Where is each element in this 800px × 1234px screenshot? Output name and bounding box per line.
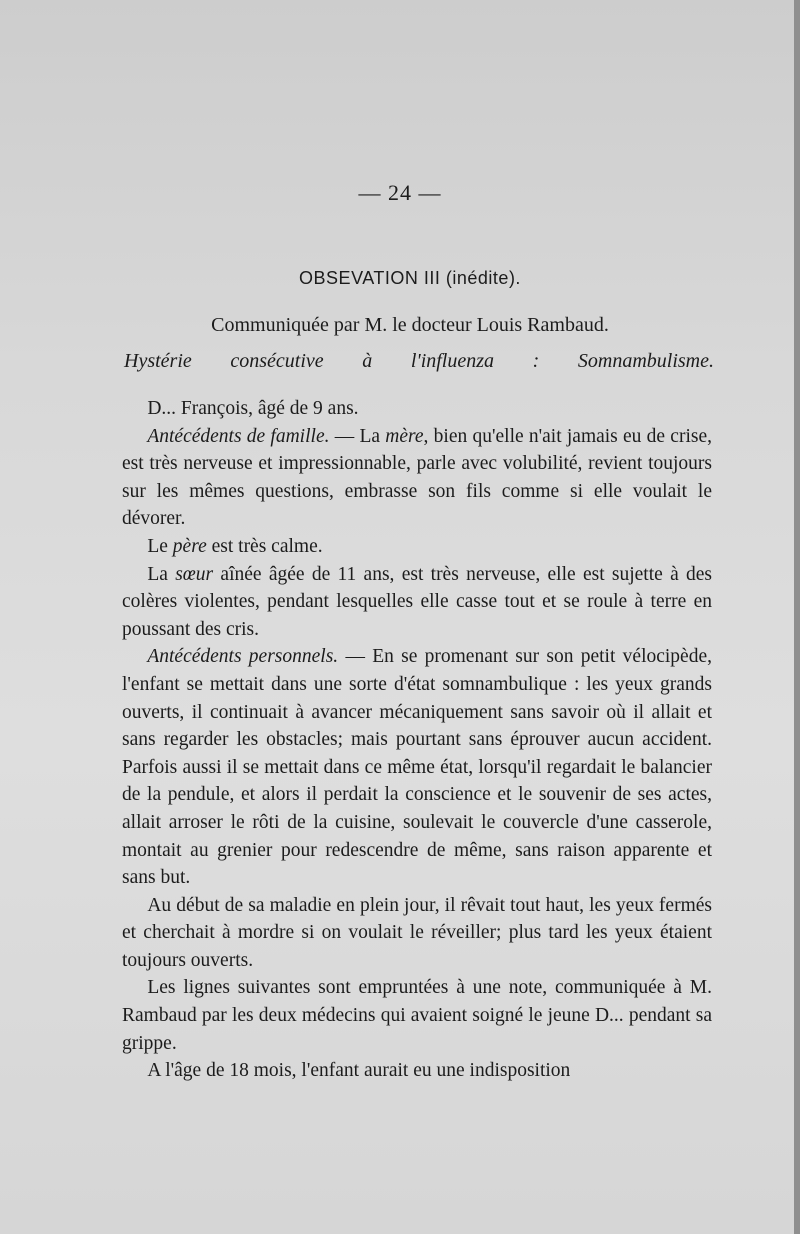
father-label: père [172, 535, 207, 557]
body-text [122, 395, 712, 1085]
note-paragraph: Les lignes suivantes sont empruntées à une note, communiquée à M. Rambaud par les deux médecins qui avaient soigné le jeune D... pendant sa grippe. [122, 977, 712, 1054]
sister-pre: La [147, 563, 176, 585]
family-dash: — La [329, 425, 386, 447]
illness-paragraph: Au début de sa maladie en plein jour, il rêvait tout haut, les yeux fermés et cherchait à mordre si on voulait le réveiller; plus tard les yeux étaient toujours ouverts. [122, 894, 712, 971]
father-pre: Le [147, 535, 173, 557]
sister-label: sœur [175, 563, 214, 585]
father-text: est très calme. [206, 535, 323, 557]
patient-paragraph: D... François, âgé de 9 ans. [147, 398, 359, 419]
mother-text: , bien qu'elle n'ait jamais eu de crise, est très nerveuse et impressionnable, parle avec volubilité, revient toujours sur les mêmes questions, embrasse son fils comme si elle voulait le dévorer. [122, 425, 712, 530]
family-paragraph [122, 423, 712, 533]
communicated-by: Communiquée par M. le docteur Louis Rambaud. [211, 314, 609, 336]
father-paragraph [122, 533, 712, 561]
last-paragraph: A l'âge de 18 mois, l'enfant aurait eu une indisposition [147, 1060, 571, 1082]
personal-text: — En se promenant sur son petit vélocipède, l'enfant se mettait dans une sorte d'état somnambulique : les yeux grands ouverts, il continuait à avancer mécaniquement sans savoir où il allait et sans regarder les obstacles; mais pourtant sans éprouver aucun accident. Parfois aussi il se mettait dans ce même état, lorsqu'il regardait le balancier de la pendule, et alors il perdait la conscience et le souvenir de ses actes, allait arroser le rôti de la cuisine, soulevait le couvercle d'une casserole, montait au grenier pour redescendre de même, sans raison apparente et sans but. [122, 646, 712, 889]
personal-label: Antécédents personnels. [147, 646, 339, 668]
sister-text: aînée âgée de 11 ans, est très nerveuse, elle est sujette à des colères violentes, pendant lesquelles elle casse tout et se roule à terre en poussant des cris. [122, 563, 712, 640]
case-subtitle: Hystérie consécutive à l'influenza : Somnambulisme. [124, 350, 714, 372]
mother-label: mère [385, 425, 424, 447]
family-label: Antécédents de famille. [147, 425, 330, 447]
page-number: — 24 — [358, 180, 442, 205]
sister-paragraph [122, 561, 712, 644]
personal-paragraph [122, 643, 712, 891]
observation-title: OBSEVATION III (inédite). [299, 268, 521, 288]
